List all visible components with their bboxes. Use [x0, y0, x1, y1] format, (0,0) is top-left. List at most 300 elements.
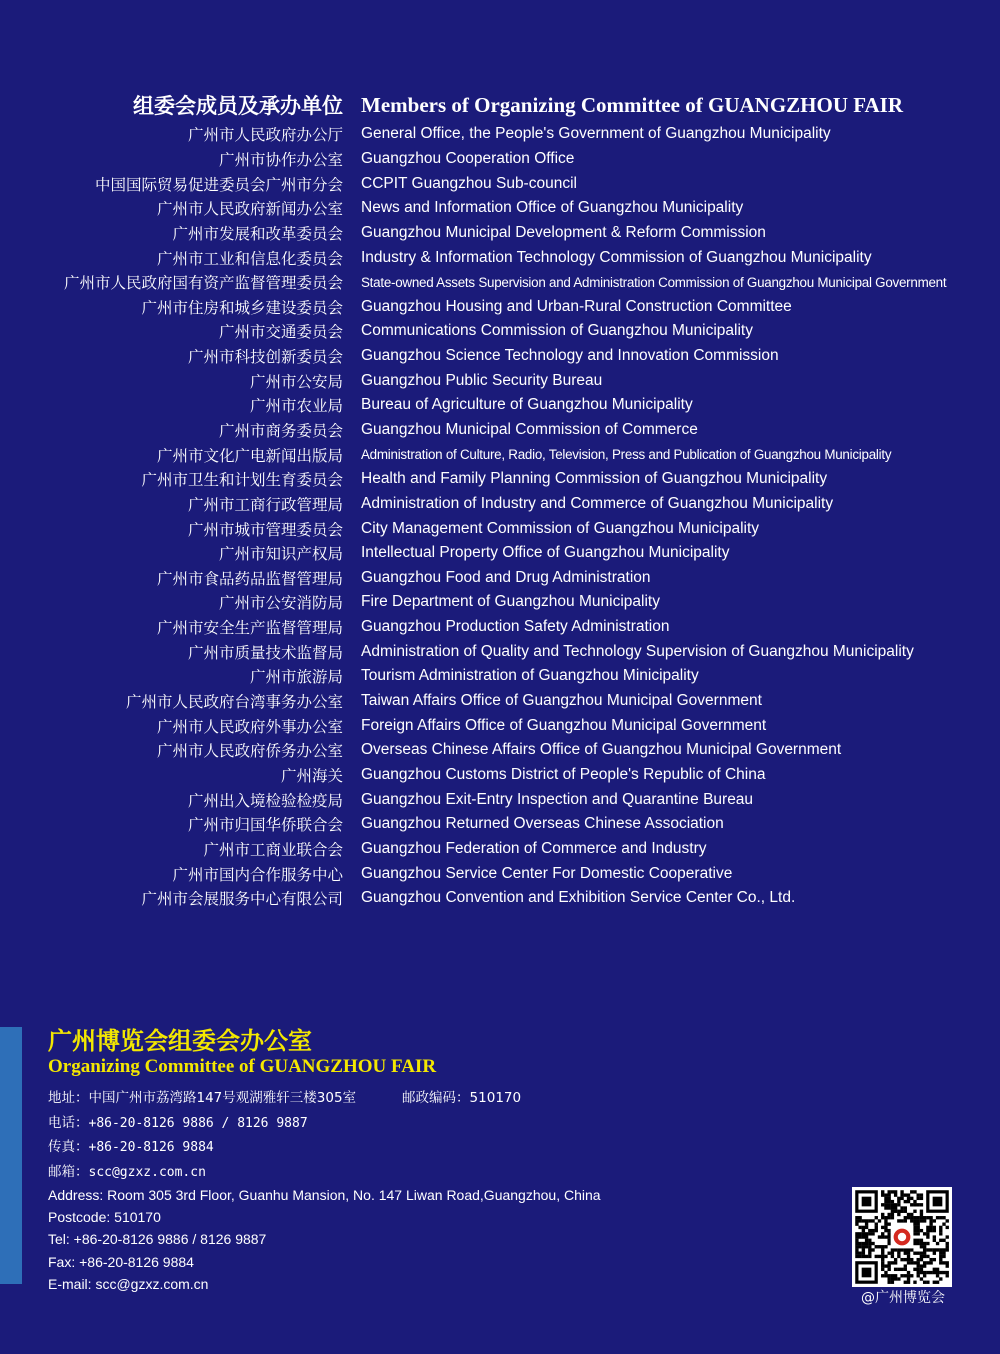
qr-module: [855, 1222, 858, 1225]
address-zh-line: [48, 1086, 808, 1111]
member-name-en: Guangzhou Convention and Exhibition Service Center Co., Ltd.: [361, 889, 796, 907]
qr-module: [917, 1229, 920, 1232]
member-name-en: Guangzhou Returned Overseas Chinese Association: [361, 815, 724, 833]
member-name-en: City Management Commission of Guangzhou Municipality: [361, 519, 760, 537]
member-row: [0, 861, 1000, 886]
qr-module: [936, 1248, 939, 1251]
contact-zh: [48, 1086, 808, 1184]
member-name-zh: 广州市人民政府办公厅: [187, 126, 343, 145]
member-name-zh: 广州市商务委员会: [218, 422, 343, 440]
qr-module: [891, 1190, 894, 1193]
qr-module: [907, 1255, 910, 1258]
qr-module: [887, 1252, 890, 1255]
member-row: [0, 467, 1000, 492]
qr-module: [897, 1248, 900, 1251]
qr-module: [907, 1261, 910, 1264]
qr-module: [917, 1226, 920, 1229]
qr-module: [904, 1216, 907, 1219]
member-row: [0, 837, 1000, 862]
contact-en: [48, 1184, 808, 1295]
qr-module: [884, 1219, 887, 1222]
qr-module: [884, 1226, 887, 1229]
member-name-zh: 广州市人民政府国有资产监督管理委员会: [63, 274, 343, 293]
qr-module: [923, 1264, 926, 1267]
qr-module: [862, 1242, 865, 1245]
fax-en: Fax: +86-20-8126 9884: [48, 1253, 194, 1270]
member-row: [0, 590, 1000, 615]
qr-module: [900, 1274, 903, 1277]
qr-module: [939, 1271, 942, 1274]
qr-module: [887, 1235, 890, 1238]
member-row: [0, 516, 1000, 541]
qr-module: [894, 1261, 897, 1264]
member-name-en: Overseas Chinese Affairs Office of Guangzhou Municipal Government: [361, 741, 842, 759]
member-name-zh: 广州市住房和城乡建设委员会: [141, 298, 343, 317]
member-row: [0, 787, 1000, 812]
member-name-en: Bureau of Agriculture of Guangzhou Municipality: [361, 396, 693, 414]
qr-module: [907, 1252, 910, 1255]
qr-module: [887, 1193, 890, 1196]
member-name-en: Guangzhou Production Safety Administration: [361, 618, 670, 636]
qr-module: [858, 1232, 861, 1235]
member-row: [0, 639, 1000, 664]
qr-module: [942, 1252, 945, 1255]
member-name-en: General Office, the People's Government of Guangzhou Municipality: [361, 125, 831, 143]
qr-module: [917, 1219, 920, 1222]
qr-module: [855, 1239, 858, 1242]
member-name-en: Guangzhou Cooperation Office: [361, 149, 575, 167]
qr-module: [887, 1206, 890, 1209]
side-accent-bar: [0, 1027, 22, 1284]
qr-module: [900, 1248, 903, 1251]
qr-module: [907, 1271, 910, 1274]
qr-module: [855, 1216, 858, 1219]
qr-module: [868, 1232, 871, 1235]
qr-module: [913, 1268, 916, 1271]
qr-module: [900, 1210, 903, 1213]
qr-module: [920, 1229, 923, 1232]
qr-module: [929, 1229, 932, 1232]
member-name-zh: 广州市卫生和计划生育委员会: [141, 471, 343, 490]
qr-module: [862, 1245, 865, 1248]
member-row: [0, 294, 1000, 319]
qr-module: [884, 1193, 887, 1196]
qr-module: [923, 1242, 926, 1245]
qr-module: [881, 1226, 884, 1229]
qr-module: [913, 1190, 916, 1193]
members-list: [0, 88, 1000, 911]
qr-module: [900, 1193, 903, 1196]
qr-module: [926, 1242, 929, 1245]
qr-module: [933, 1226, 936, 1229]
qr-module: [858, 1242, 861, 1245]
qr-module: [929, 1219, 932, 1222]
qr-module: [884, 1274, 887, 1277]
qr-module: [946, 1248, 949, 1251]
member-row: [0, 319, 1000, 344]
qr-module: [887, 1200, 890, 1203]
qr-module: [907, 1281, 910, 1284]
qr-module: [865, 1235, 868, 1238]
member-name-zh: 广州市人民政府侨务办公室: [156, 742, 343, 761]
member-row: [0, 171, 1000, 196]
member-row: [0, 418, 1000, 443]
qr-module: [891, 1252, 894, 1255]
qr-module: [855, 1235, 858, 1238]
qr-module: [887, 1232, 890, 1235]
qr-module: [862, 1232, 865, 1235]
qr-module: [881, 1258, 884, 1261]
qr-module: [923, 1271, 926, 1274]
qr-module: [875, 1255, 878, 1258]
qr-module: [936, 1271, 939, 1274]
qr-module: [894, 1193, 897, 1196]
qr-module: [881, 1203, 884, 1206]
qr-module: [887, 1261, 890, 1264]
member-name-zh: 广州市公安消防局: [218, 594, 343, 613]
qr-module: [900, 1258, 903, 1261]
qr-module: [917, 1274, 920, 1277]
member-name-zh: 中国国际贸易促进委员会广州市分会: [94, 175, 343, 194]
member-row: [0, 664, 1000, 689]
qr-module: [917, 1242, 920, 1245]
qr-module: [920, 1277, 923, 1280]
qr-module: [865, 1255, 868, 1258]
member-row: [0, 122, 1000, 147]
qr-module: [887, 1203, 890, 1206]
qr-module: [929, 1222, 932, 1225]
member-name-en: Guangzhou Science Technology and Innovation Commission: [361, 347, 779, 365]
qr-module: [855, 1242, 858, 1245]
members-header-en: Members of Organizing Committee of GUANGZHOU FAIR: [361, 92, 904, 117]
qr-module: [862, 1248, 865, 1251]
qr-module: [920, 1242, 923, 1245]
qr-module: [891, 1274, 894, 1277]
member-name-zh: 广州市工商业联合会: [203, 840, 343, 859]
qr-module: [920, 1258, 923, 1261]
qr-module: [868, 1219, 871, 1222]
qr-module: [917, 1197, 920, 1200]
qr-module: [891, 1206, 894, 1209]
qr-module: [858, 1252, 861, 1255]
qr-module: [871, 1248, 874, 1251]
member-name-en: Guangzhou Federation of Commerce and Industry: [361, 839, 707, 857]
member-name-en: Taiwan Affairs Office of Guangzhou Municipal Government: [361, 692, 762, 710]
qr-module: [865, 1222, 868, 1225]
member-row: [0, 812, 1000, 837]
qr-module: [878, 1245, 881, 1248]
qr-module: [910, 1190, 913, 1193]
member-name-en: Administration of Industry and Commerce of Guangzhou Municipality: [361, 494, 834, 512]
qr-module: [884, 1245, 887, 1248]
member-row: [0, 196, 1000, 221]
qr-finder: [933, 1197, 943, 1207]
member-name-zh: 广州市会展服务中心有限公司: [141, 890, 343, 909]
qr-module: [936, 1274, 939, 1277]
member-name-zh: 广州市人民政府台湾事务办公室: [125, 693, 343, 712]
qr-module: [923, 1281, 926, 1284]
qr-module: [933, 1268, 936, 1271]
member-name-en: Intellectual Property Office of Guangzhou Municipality: [361, 544, 730, 562]
member-name-en: Guangzhou Housing and Urban-Rural Construction Committee: [361, 297, 792, 315]
members-header: [0, 88, 1000, 122]
qr-module: [891, 1261, 894, 1264]
member-name-zh: 广州市归国华侨联合会: [187, 816, 343, 835]
qr-module: [933, 1219, 936, 1222]
qr-module: [946, 1271, 949, 1274]
qr-module: [910, 1258, 913, 1261]
qr-module: [891, 1203, 894, 1206]
member-name-en: Guangzhou Service Center For Domestic Cooperative: [361, 864, 733, 882]
qr-module: [917, 1264, 920, 1267]
qr-module: [881, 1190, 884, 1193]
qr-module: [904, 1281, 907, 1284]
member-row: [0, 689, 1000, 714]
qr-module: [881, 1274, 884, 1277]
qr-module: [862, 1226, 865, 1229]
qr-module: [884, 1216, 887, 1219]
qr-module: [917, 1222, 920, 1225]
qr-module: [897, 1268, 900, 1271]
qr-module: [907, 1258, 910, 1261]
qr-module: [946, 1261, 949, 1264]
fax-zh-value: +86-20-8126 9884: [88, 1140, 214, 1155]
qr-module: [929, 1258, 932, 1261]
qr-module: [910, 1274, 913, 1277]
qr-module: [936, 1281, 939, 1284]
qr-module: [865, 1226, 868, 1229]
member-name-en: Communications Commission of Guangzhou Municipality: [361, 322, 753, 340]
qr-module: [897, 1203, 900, 1206]
qr-module: [939, 1261, 942, 1264]
qr-module: [881, 1264, 884, 1267]
qr-logo-center: [898, 1233, 906, 1241]
qr-module: [884, 1264, 887, 1267]
member-row: [0, 147, 1000, 172]
qr-module: [900, 1197, 903, 1200]
qr-module: [904, 1200, 907, 1203]
qr-module: [917, 1193, 920, 1196]
qr-module: [858, 1226, 861, 1229]
qr-module: [917, 1252, 920, 1255]
qr-module: [917, 1258, 920, 1261]
member-row: [0, 713, 1000, 738]
qr-module: [868, 1239, 871, 1242]
qr-module: [913, 1242, 916, 1245]
qr-module: [881, 1261, 884, 1264]
qr-module: [939, 1258, 942, 1261]
postcode-en: Postcode: 510170: [48, 1209, 161, 1226]
member-name-zh: 广州市工业和信息化委员会: [156, 249, 343, 268]
qr-module: [868, 1248, 871, 1251]
qr-module: [887, 1213, 890, 1216]
qr-module: [894, 1258, 897, 1261]
qr-module: [862, 1235, 865, 1238]
qr-module: [942, 1216, 945, 1219]
qr-module: [926, 1271, 929, 1274]
qr-module: [904, 1210, 907, 1213]
qr-module: [894, 1190, 897, 1193]
qr-module: [926, 1261, 929, 1264]
qr-module: [884, 1235, 887, 1238]
email-en: E-mail: scc@gzxz.com.cn: [48, 1275, 209, 1292]
qr-module: [897, 1197, 900, 1200]
member-row: [0, 763, 1000, 788]
member-name-zh: 广州市公安局: [249, 372, 343, 391]
qr-module: [917, 1271, 920, 1274]
qr-module: [907, 1193, 910, 1196]
qr-module: [920, 1203, 923, 1206]
qr-module: [926, 1216, 929, 1219]
qr-module: [881, 1245, 884, 1248]
qr-module: [900, 1268, 903, 1271]
qr-module: [933, 1252, 936, 1255]
office-contact: [48, 1027, 808, 1295]
qr-module: [855, 1255, 858, 1258]
qr-module: [858, 1219, 861, 1222]
qr-module: [871, 1232, 874, 1235]
qr-module: [929, 1261, 932, 1264]
member-name-zh: 广州市文化广电新闻出版局: [156, 446, 343, 465]
address-en: Address: Room 305 3rd Floor, Guanhu Mansion, No. 147 Liwan Road,Guangzhou, China: [48, 1187, 601, 1203]
qr-module: [913, 1200, 916, 1203]
qr-module: [907, 1200, 910, 1203]
qr-module: [917, 1239, 920, 1242]
qr-module: [897, 1219, 900, 1222]
qr-module: [858, 1245, 861, 1248]
qr-module: [858, 1235, 861, 1238]
qr-module: [855, 1248, 858, 1251]
qr-module: [904, 1252, 907, 1255]
member-name-en: Guangzhou Municipal Development & Reform Commission: [361, 223, 766, 241]
qr-module: [929, 1271, 932, 1274]
qr-module: [923, 1255, 926, 1258]
qr-module: [875, 1226, 878, 1229]
member-name-en: News and Information Office of Guangzhou Municipality: [361, 199, 744, 217]
qr-module: [904, 1264, 907, 1267]
qr-module: [855, 1232, 858, 1235]
qr-module: [946, 1226, 949, 1229]
qr-finder: [862, 1268, 872, 1278]
qr-module: [920, 1268, 923, 1271]
qr-module: [891, 1200, 894, 1203]
qr-module: [862, 1219, 865, 1222]
qr-module: [946, 1242, 949, 1245]
member-row: [0, 541, 1000, 566]
member-row: [0, 270, 1000, 295]
qr-module: [936, 1268, 939, 1271]
qr-module: [900, 1190, 903, 1193]
qr-module: [897, 1200, 900, 1203]
qr-code[interactable]: [852, 1187, 952, 1287]
qr-module: [887, 1222, 890, 1225]
qr-module: [865, 1219, 868, 1222]
member-name-en: Industry & Information Technology Commission of Guangzhou Municipality: [361, 248, 872, 266]
member-name-en: Guangzhou Customs District of People's Republic of China: [361, 765, 766, 783]
fax-zh-line: [48, 1135, 808, 1160]
qr-module: [946, 1264, 949, 1267]
qr-module: [939, 1277, 942, 1280]
member-name-en: CCPIT Guangzhou Sub-council: [361, 174, 577, 192]
member-name-en: Guangzhou Exit-Entry Inspection and Quarantine Bureau: [361, 790, 754, 808]
qr-module: [913, 1239, 916, 1242]
qr-module: [942, 1255, 945, 1258]
qr-module: [868, 1229, 871, 1232]
qr-module: [939, 1232, 942, 1235]
qr-module: [887, 1239, 890, 1242]
qr-module: [913, 1232, 916, 1235]
qr-module: [923, 1248, 926, 1251]
qr-module: [891, 1248, 894, 1251]
qr-module: [884, 1206, 887, 1209]
qr-module: [926, 1235, 929, 1238]
member-name-en: State-owned Assets Supervision and Administration Commission of Guangzhou Municipal Government: [361, 274, 947, 290]
qr-module: [942, 1239, 945, 1242]
member-name-zh: 广州市科技创新委员会: [187, 348, 343, 367]
qr-module: [920, 1213, 923, 1216]
qr-module: [865, 1245, 868, 1248]
member-row: [0, 245, 1000, 270]
qr-module: [920, 1252, 923, 1255]
qr-module: [858, 1216, 861, 1219]
qr-module: [933, 1235, 936, 1238]
qr-module: [917, 1268, 920, 1271]
qr-module: [875, 1245, 878, 1248]
qr-module: [868, 1255, 871, 1258]
qr-module: [926, 1281, 929, 1284]
qr-module: [913, 1203, 916, 1206]
member-row: [0, 566, 1000, 591]
qr-module: [920, 1271, 923, 1274]
qr-module: [929, 1248, 932, 1251]
qr-module: [878, 1219, 881, 1222]
qr-module: [939, 1226, 942, 1229]
qr-module: [913, 1281, 916, 1284]
qr-module: [891, 1277, 894, 1280]
qr-module: [917, 1261, 920, 1264]
qr-module: [871, 1242, 874, 1245]
email-zh-line: [48, 1160, 808, 1185]
member-name-en: Health and Family Planning Commission of Guangzhou Municipality: [361, 470, 828, 488]
member-row: [0, 738, 1000, 763]
qr-module: [946, 1245, 949, 1248]
qr-module: [904, 1219, 907, 1222]
qr-module: [891, 1216, 894, 1219]
email-zh-value: scc@gzxz.com.cn: [88, 1164, 206, 1180]
member-row: [0, 615, 1000, 640]
qr-module: [875, 1229, 878, 1232]
qr-module: [891, 1255, 894, 1258]
qr-module: [917, 1203, 920, 1206]
qr-module: [907, 1216, 910, 1219]
qr-module: [887, 1190, 890, 1193]
member-name-zh: 广州市知识产权局: [218, 545, 343, 564]
qr-module: [881, 1252, 884, 1255]
qr-module: [939, 1216, 942, 1219]
member-name-zh: 广州市质量技术监督局: [187, 643, 343, 662]
qr-module: [887, 1268, 890, 1271]
member-name-zh: 广州市旅游局: [249, 668, 343, 687]
qr-module: [884, 1197, 887, 1200]
qr-module: [865, 1242, 868, 1245]
qr-module: [933, 1239, 936, 1242]
qr-module: [933, 1229, 936, 1232]
qr-module: [913, 1216, 916, 1219]
qr-module: [942, 1222, 945, 1225]
qr-module: [871, 1229, 874, 1232]
qr-module: [910, 1197, 913, 1200]
qr-module: [942, 1248, 945, 1251]
